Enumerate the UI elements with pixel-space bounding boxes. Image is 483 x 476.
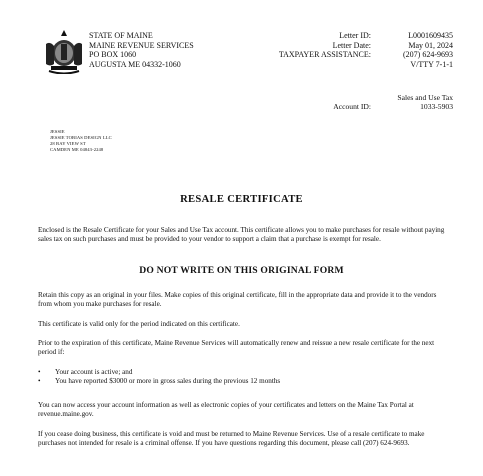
sender-line: MAINE REVENUE SERVICES (89, 40, 194, 50)
sender-line: PO BOX 1060 (89, 50, 137, 60)
letter-meta-labels (279, 31, 371, 60)
account-id-label: Account ID: (333, 102, 371, 112)
list-item-text: You have reported $3000 or more in gross sales during the previous 12 months (55, 377, 281, 386)
assistance-phone: (207) 624-9693 (403, 50, 453, 60)
account-values (397, 93, 453, 112)
account-labels (333, 93, 371, 112)
letter-date-label: Letter Date: (332, 40, 371, 50)
sender-address (89, 31, 194, 69)
document-title: RESALE CERTIFICATE (180, 194, 303, 205)
validity-paragraph: This certificate is valid only for the period indicated on this certificate. (38, 320, 240, 328)
list-item-text: Your account is active; and (55, 368, 133, 376)
sender-line: STATE OF MAINE (89, 31, 153, 40)
letter-id-label: Letter ID: (339, 31, 371, 40)
renewal-conditions-list (38, 368, 450, 387)
renewal-paragraph: Prior to the expiration of this certificate, Maine Revenue Services will automatically renew and reissue a new resale certificate for the next period if: (38, 339, 435, 357)
sender-line: AUGUSTA ME 04332-1060 (89, 59, 181, 69)
state-of-maine-seal-icon (43, 30, 85, 74)
recipient-line: CAMDEN ME 04843-2248 (50, 147, 104, 152)
recipient-line: JESSIE (50, 129, 65, 134)
bullet-icon: • (38, 368, 41, 376)
assistance-tty: V/TTY 7-1-1 (410, 59, 453, 69)
recipient-line: 28 BAY VIEW ST (50, 141, 86, 146)
tax-type: Sales and Use Tax (397, 93, 453, 102)
bullet-icon: • (38, 377, 41, 386)
list-item (38, 377, 450, 386)
intro-paragraph: Enclosed is the Resale Certificate for your Sales and Use Tax account. This certificate allows you to make purchases for resale without paying sales tax on such purchases and must be provided to your vendor to support a claim that a purchase is exempt for resale. (38, 226, 445, 244)
list-item (38, 368, 450, 377)
retain-paragraph: Retain this copy as an original in your files. Make copies of this original certificate, fill in the appropriate data and provide it to the vendors from whom you make purchases for resale. (38, 291, 437, 309)
recipient-line: JESSIE TOBIAS DESIGN LLC (50, 135, 112, 140)
letter-id-value: L0001609435 (408, 31, 453, 40)
portal-paragraph: You can now access your account information as well as electronic copies of your certificates and letters on the Maine Tax Portal at revenue.maine.gov. (38, 401, 414, 419)
taxpayer-assistance-label: TAXPAYER ASSISTANCE: (278, 50, 371, 60)
account-id-value: 1033-5903 (420, 102, 453, 112)
cease-paragraph: If you cease doing business, this certificate is void and must be returned to Maine Revenue Services. Use of a resale certificate to make purchases not intended for resale is a criminal offense. If you have questions regarding this document, please call (207) 624-9693. (38, 430, 425, 448)
letter-date-value: May 01, 2024 (408, 40, 453, 50)
letter-meta-values (403, 31, 453, 69)
recipient-address (50, 129, 112, 153)
warning-heading: DO NOT WRITE ON THIS ORIGINAL FORM (139, 265, 344, 276)
